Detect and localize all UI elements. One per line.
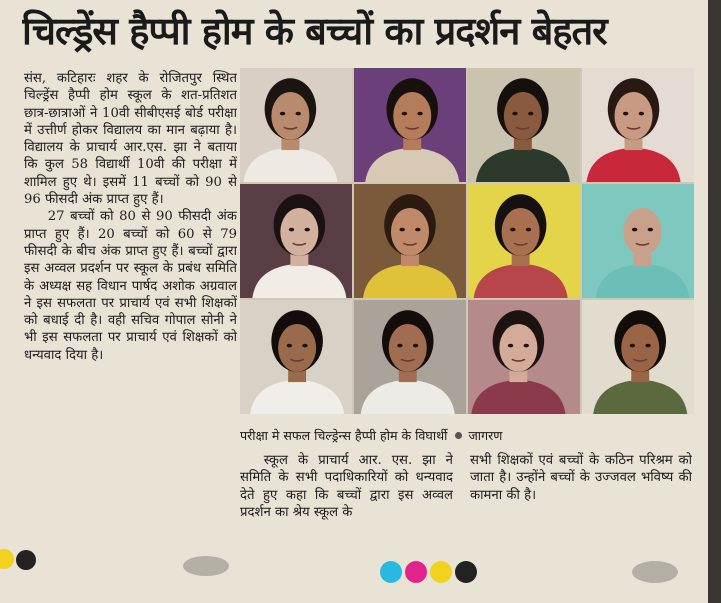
corner-mark-yellow	[0, 549, 14, 569]
eye	[528, 112, 533, 116]
article-left-column	[24, 70, 237, 550]
photo-caption	[240, 426, 694, 446]
registration-dot-yellow	[430, 561, 452, 583]
face	[623, 208, 661, 256]
eye	[296, 112, 301, 116]
eye	[510, 228, 515, 232]
registration-dot-magenta	[405, 561, 427, 583]
eye	[287, 344, 292, 348]
bullet-dot	[455, 432, 462, 439]
article-paragraph: सभी शिक्षकों एवं बच्चों के कठिन परिश्रम को जाता है। उन्होंने बच्चों के उज्जवल भविष्य की कामना की है।	[470, 453, 692, 503]
student-portrait	[240, 184, 352, 298]
student-photo	[354, 68, 466, 182]
student-photo	[354, 300, 466, 414]
student-portrait	[354, 300, 466, 414]
eye	[402, 112, 407, 116]
eye	[397, 344, 402, 348]
student-portrait	[582, 184, 694, 298]
article-paragraph: संस, कटिहारः शहर के रोजितपुर स्थित चिल्ड्रेंस हैप्पी होम स्कूल के शत-प्रतिशत छात्र-छात्राओं ने 10वी सीबीएसई बोर्ड परीक्षा में उत्तीर्ण होकर विद्यालय का मान बढ़ाया है। विद्यालय के प्राचार्य आर.एस. झा ने बताया कि कुल 58 विद्यार्थी 10वी की परीक्षा में शामिल हुए थे। इसमें 11 बच्चों को 90 से 96 फीसदी अंक प्राप्त हुए हैं।	[24, 71, 237, 208]
student-portrait	[468, 68, 580, 182]
headline: चिल्ड्रेंस हैप्पी होम के बच्चों का प्रदर्शन बेहतर	[22, 9, 607, 53]
student-photo	[354, 184, 466, 298]
article-paragraph: स्कूल के प्राचार्य आर. एस. झा ने समिति के सभी पदाधिकारियों को धन्यवाद देते हुए कहा कि बच्चों द्वारा इस अव्वल प्रदर्शन का श्रेय स्कूल के	[240, 453, 453, 520]
eye	[526, 228, 531, 232]
face	[504, 92, 542, 140]
face	[502, 208, 540, 256]
registration-dot-cyan	[380, 561, 402, 583]
eye	[417, 112, 422, 116]
face	[389, 324, 427, 372]
student-portrait	[354, 68, 466, 182]
caption-text: परीक्षा मे सफल चिल्ड्रेन्स हैप्पी होम के विघार्थी	[240, 428, 448, 443]
corner-mark-black	[16, 550, 36, 570]
face	[499, 324, 537, 372]
student-photo	[582, 300, 694, 414]
face	[280, 208, 318, 256]
eye	[289, 228, 294, 232]
student-photo	[468, 184, 580, 298]
face	[614, 92, 652, 140]
student-portrait	[582, 68, 694, 182]
student-portrait	[240, 300, 352, 414]
article-middle-column	[240, 452, 453, 562]
print-oval-mark	[183, 556, 229, 576]
face	[621, 324, 659, 372]
article-right-column	[470, 452, 692, 562]
eye	[413, 344, 418, 348]
eye	[623, 112, 628, 116]
student-portrait	[354, 184, 466, 298]
article-paragraph: 27 बच्चों को 80 से 90 फीसदी अंक प्राप्त हुए हैं। 20 बच्चों को 60 से 79 फीसदी के बीच अंक प्राप्त हुए हैं। बच्चों द्वारा इस अव्वल प्रदर्शन पर स्कूल के प्रबंध समिति के अध्यक्ष सह विधान पार्षद अशोक अग्रवाल ने इस सफलता पर प्राचार्य एवं सभी शिक्षकों को बधाई दी है। वही सचिव गोपाल सोनी ने भी इस सफलता पर प्राचार्य एवं शिक्षकों को धन्यवाद दिया है।	[24, 209, 237, 363]
face	[393, 92, 431, 140]
eye	[639, 112, 644, 116]
eye	[280, 112, 285, 116]
student-photo	[240, 184, 352, 298]
page-edge-shadow	[708, 0, 721, 603]
eye	[645, 344, 650, 348]
student-photo	[468, 300, 580, 414]
eye	[508, 344, 513, 348]
student-photo	[240, 68, 352, 182]
student-photo	[582, 68, 694, 182]
eye	[415, 228, 420, 232]
face	[271, 92, 309, 140]
eye	[524, 344, 529, 348]
student-portrait	[468, 184, 580, 298]
face	[391, 208, 429, 256]
eye	[648, 228, 653, 232]
print-oval-mark	[632, 561, 678, 583]
eye	[632, 228, 637, 232]
student-portrait	[468, 300, 580, 414]
student-portrait	[582, 300, 694, 414]
face	[278, 324, 316, 372]
eye	[305, 228, 310, 232]
caption-source: जागरण	[468, 428, 503, 443]
eye	[399, 228, 404, 232]
student-photo	[240, 300, 352, 414]
eye	[630, 344, 635, 348]
student-portrait	[240, 68, 352, 182]
registration-dot-black	[455, 561, 477, 583]
student-photo	[582, 184, 694, 298]
student-photo-grid	[240, 68, 694, 414]
student-photo	[468, 68, 580, 182]
eye	[512, 112, 517, 116]
eye	[302, 344, 307, 348]
